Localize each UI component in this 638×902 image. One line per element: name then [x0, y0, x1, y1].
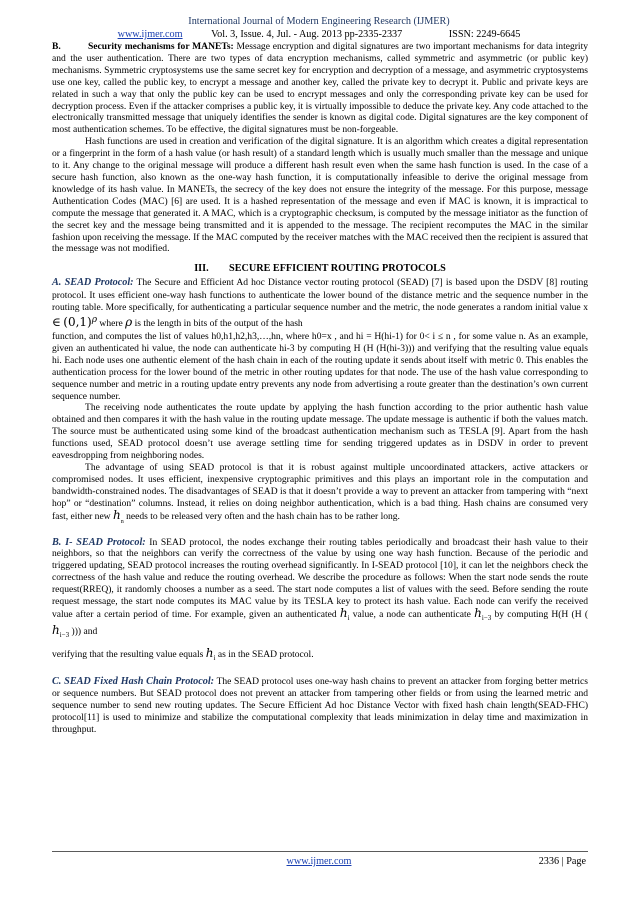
journal-header	[0, 16, 638, 28]
header-site-link[interactable]: www.ijmer.com	[117, 29, 183, 40]
article-body	[52, 41, 588, 736]
footer-divider	[52, 851, 588, 852]
isead-paragraph: B. I- SEAD Protocol: In SEAD protocol, the nodes exchange their routing tables periodically and broadcast their hash value to their neighbors, so that the neighbors can verify the correctness of the value by using one way hash function. Because of the periodic and triggered updating, SEAD protocol increases the routing overhead significantly. In I-SEAD protocol [10], it can let the neighbors check the correctness of the hash value and reduce the routing overhead. We describe the procedure as follows: When the start node sends the route request(RREQ), it randomly chooses a number as a seed. The start node computes a list of values with the seed. Before sending the route request message, the start node computes its MAC value by its TESLA key to protect its hash value. Each node can verify the received value after a certain period of time. For example, given an authenticated $h_i$ value, a node can authenticate $h_{i-3}$ by computing H(H (H ( $h_{i-3}$ ))) and	[52, 536, 589, 639]
header-issn: ISSN: 2249-6645	[448, 29, 521, 40]
journal-title: International Journal of Modern Engineering Research (IJMER)	[188, 16, 450, 27]
sead-fhc-heading: C. SEAD Fixed Hash Chain Protocol:	[52, 676, 215, 688]
sead-paragraph-1b: function, and computes the list of values h0,h1,h2,h3,…,hn, where h0=x , and hi = H(hi-1) for 0< i ≤ n , for some value n. As an example, given an authenticated hi value, the node can authenticate hi-3 by computing H (H (H(hi-3))) and verifying that the resulting value equals hi. Each node uses one authentic element of the hash chain in each of the routing update it sends about itself with metric 0. This enables the authentication process for the lower bound of the metric in other routing updates for that node. The use of the hash value corresponding to sequence number and metric in a routing update entry prevents any node from advertising a route greater than the destination’s own current sequence number.	[52, 331, 588, 402]
sead-paragraph-2: The receiving node authenticates the route update by applying the hash function according to the prior authentic hash value obtained and then compares it with the hash value in the routing update message. The update message is authentic if both the values match. The source must be authenticated using some kind of the broadcast authentication mechanism such as TESLA [9]. Apart from the hash functions used, SEAD protocol doesn’t use average settling time for sending triggered updates as in DSDV in order to prevent eavesdropping from neighboring nodes.	[52, 402, 588, 462]
footer-site-link[interactable]: www.ijmer.com	[286, 856, 352, 867]
sead-heading: A. SEAD Protocol:	[52, 277, 134, 289]
issue-header	[0, 29, 638, 41]
isead-heading: B. I- SEAD Protocol:	[52, 536, 146, 548]
section-b-heading: B. Security mechanisms for MANETs:	[52, 41, 234, 52]
sead-fhc-paragraph: C. SEAD Fixed Hash Chain Protocol: The SEAD protocol uses one-way hash chains to prevent an attacker from forging better metrics or sequence numbers. But SEAD protocol does not prevent an attacker from tampering other fields or from using the learned metric and sequence number to send new routing updates. The Secure Efficient Ad hoc Distance Vector with fixed hash chain length(SEAD-FHC) protocol[11] is used to minimize and stabilize the computational complexity that leads minimization in delay time and maximization in throughput.	[52, 676, 588, 736]
section-3-heading: III. SECURE EFFICIENT ROUTING PROTOCOLS	[194, 263, 446, 275]
section-b-paragraph-2: Hash functions are used in creation and verification of the digital signature. It is an algorithm which creates a digital representation or a fingerprint in the form of a hash value (or hash result) of a standard length which is usually much smaller than the message and unique to it. Any change to the original message will produce a different hash result even when the same hash function is used. In the case of a secure hash function, also known as the one-way hash function, it is computationally infeasible to derive the original message from knowledge of its hash value. In MANETs, the secrecy of the key does not ensure the integrity of the message. For this purpose, message Authentication Codes (MAC) [6] are used. It is a hashed representation of the message and even if MAC is known, it is impractical to compute the message that generated it. A MAC, which is a cryptographic checksum, is computed by the message initiator as the function of the secret key and the message being transmitted and it is appended to the message. The recipient recomputes the MAC in the similar fashion upon receiving the message. If the MAC computed by the receiver matches with the MAC received then the recipient is assured that the message was not modified.	[52, 136, 588, 255]
isead-paragraph-end: verifying that the resulting value equals $h_i$ as in the SEAD protocol.	[52, 645, 314, 662]
sead-paragraph-1a: A. SEAD Protocol: The Secure and Efficient Ad hoc Distance vector routing protocol (SEAD) [7] is based upon the DSDV [8] routing protocol. It uses efficient one-way hash functions to authenticate the lower bound of the distance metric and the sequence number in the routing table. More specifically, for authenticating a particular sequence number and the metric, the node generates a random initial value x ∈ $(0,1)^\rho$ where ρ is the length in bits of the output of the hash	[52, 277, 588, 330]
header-volume: Vol. 3, Issue. 4, Jul. - Aug. 2013 pp-2335-2337	[211, 29, 403, 40]
page-number: 2336 | Page	[538, 856, 586, 867]
sead-paragraph-3: The advantage of using SEAD protocol is that it is robust against multiple uncoordinated attackers, active attackers or compromised nodes. It uses efficient, inexpensive cryptographic primitives and this plays an important role in the computation and bandwidth-constrained nodes. The disadvantages of SEAD is that it doesn’t provide a way to prevent an attacker from tampering with “next hop” or “destination” columns. Instead, it relies on doing neighbor authentication, which is a bad thing. Hash chains are consumed very fast, either new $h_n$ needs to be released very often and the hash chain has to be rather long.	[52, 461, 588, 525]
section-b-paragraph-1: B. Security mechanisms for MANETs: Message encryption and digital signatures are two important mechanisms for data integrity and the user authentication. There are two types of data encryption mechanisms, called symmetric and asymmetric (or public key) mechanisms. Symmetric cryptosystems use the same secret key for encryption and decryption of a message, and asymmetric cryptosystems use one key, called the public key, to encrypt a message and another key, called the private key to decrypt it. Public and private keys are related in such a way that only the public key can be used to encrypt messages and only the corresponding private key can be used for decryption process. Even if the attacker comprises a public key, it is virtually impossible to deduce the private key. Any code attached to the electronically transmitted message that uniquely identifies the sender is known as digital code. Digital signatures are the key component of most authentication schemes. To be effective, the digital signatures must be non-forgeable.	[52, 41, 588, 136]
